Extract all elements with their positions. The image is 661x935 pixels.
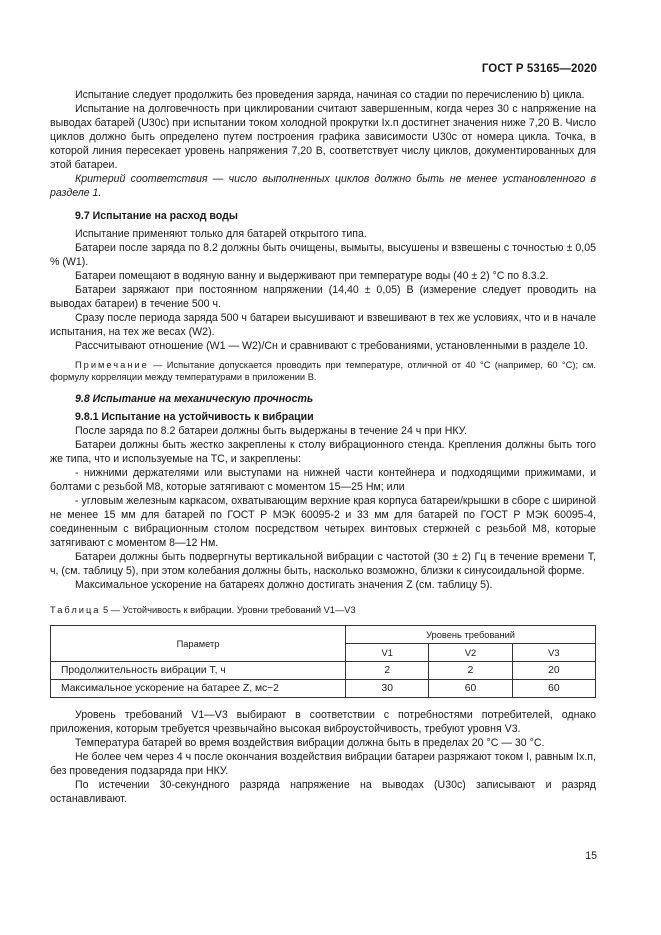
note-label: Примечание: [75, 360, 149, 370]
table-cell: 2: [346, 662, 429, 680]
table-row: [51, 662, 596, 680]
list-item: - нижними держателями или выступами на нижней части контейнера и подходящими прижимами, и болтами с резьбой М8, которые затягивают с моментом 15—25 Нм; или: [50, 467, 596, 493]
paragraph: Испытание применяют только для батарей открытого типа.: [75, 228, 367, 240]
table-row: [51, 680, 596, 698]
page-number: 15: [585, 850, 597, 862]
table-caption-text: 5 — Устойчивость к вибрации. Уровни требований V1—V3: [100, 605, 356, 615]
paragraph: Испытание на долговечность при циклировании считают завершенным, когда через 30 с напряжение на выводах батарей (U30с) при испытании током холодной прокрутки Iх.п достигнет значения ниже 7,20 В. Число циклов должно быть определено путем построения графика зависимости U30с от номера цикла. Точка, в которой линия пересекает уровень напряжения 7,20 В, соответствует числу циклов, документированных для этой батареи.: [50, 103, 596, 171]
paragraph: Максимальное ускорение на батареях должно достигать значения Z (см. таблицу 5).: [75, 579, 493, 591]
paragraph: Рассчитывают отношение (W1 — W2)/Cн и сравнивают с требованиями, установленными в разделе 10.: [75, 340, 588, 352]
table-cell: 60: [429, 680, 512, 698]
section-heading-9-8: 9.8 Испытание на механическую прочность: [75, 393, 314, 405]
paragraph: По истечении 30-секундного разряда напряжение на выводах (U30с) записывают и разряд останавливают.: [50, 779, 596, 805]
table-header-level: Уровень требований: [346, 626, 596, 644]
page-body: [50, 88, 596, 806]
paragraph: После заряда по 8.2 батареи должны быть выдержаны в течение 24 ч при НКУ.: [75, 425, 467, 437]
table-header-v1: V1: [346, 644, 429, 662]
vibration-table: [50, 625, 596, 698]
table-header-v3: V3: [512, 644, 595, 662]
list-item: - угловым железным каркасом, охватывающим верхние края корпуса батареи/крышки в сборе с шириной не менее 15 мм для батарей по ГОСТ Р МЭК 60095-2 и 33 мм для батарей по ГОСТ Р МЭК 60095-4, соединенным с вибрационным столом посредством четырех винтовых стержней с резьбой М8, которые затягивают с моментом 8—12 Нм.: [50, 495, 596, 549]
table-caption-label: Таблица: [50, 605, 101, 615]
table-cell: 20: [512, 662, 595, 680]
paragraph: Батареи помещают в водяную ванну и выдерживают при температуре воды (40 ± 2) °С по 8.3.2.: [75, 270, 549, 282]
table-cell-param: Максимальное ускорение на батарее Z, мс−2: [51, 680, 346, 698]
subsection-heading-9-8-1: 9.8.1 Испытание на устойчивость к вибрации: [75, 411, 314, 423]
paragraph: Батареи после заряда по 8.2 должны быть очищены, вымыты, высушены и взвешены с точностью ± 0,05 % (W1).: [50, 242, 596, 268]
table-header-v2: V2: [429, 644, 512, 662]
paragraph: Батареи должны быть жестко закреплены к столу вибрационного стенда. Крепления должны быть того же типа, что и используемые на ТС, и закреплены:: [50, 439, 596, 465]
section-heading-9-7: 9.7 Испытание на расход воды: [75, 210, 238, 222]
paragraph: Температура батарей во время воздействия вибрации должна быть в пределах 20 °С — 30 °С.: [75, 737, 545, 749]
paragraph: Не более чем через 4 ч после окончания воздействия вибрации батареи разряжают током I, равным Iх.п, без проведения подзаряда при НКУ.: [50, 751, 596, 777]
table-caption: [50, 603, 596, 617]
paragraph: Батареи заряжают при постоянном напряжении (14,40 ± 0,05) В (измерение следует проводить на выводах батареи) в течение 500 ч.: [50, 284, 596, 310]
paragraph: Испытание следует продолжить без проведения заряда, начиная со стадии по перечислению b) цикла.: [75, 89, 585, 101]
table-header-parameter: Параметр: [51, 626, 346, 662]
paragraph: Батареи должны быть подвергнуты вертикальной вибрации с частотой (30 ± 2) Гц в течение времени Т, ч, (см. таблицу 5), при этом колебания должны быть, насколько возможно, близки к синусоидальной форме.: [50, 551, 596, 577]
document-header: ГОСТ Р 53165—2020: [481, 63, 597, 75]
paragraph: Сразу после периода заряда 500 ч батареи высушивают и взвешивают в тех же условиях, что и в начале испытания, на тех же весах (W2).: [50, 312, 596, 338]
table-cell: 2: [429, 662, 512, 680]
conformity-criterion: Критерий соответствия — число выполненных циклов должно быть не менее установленного в разделе 1.: [50, 173, 596, 199]
table-cell: 30: [346, 680, 429, 698]
note: [50, 359, 596, 383]
table-cell-param: Продолжительность вибрации T, ч: [51, 662, 346, 680]
paragraph: Уровень требований V1—V3 выбирают в соответствии с потребностями потребителей, однако приложения, которым требуется чрезвычайно высокая виброустойчивость, требуют уровня V3.: [50, 709, 596, 735]
table-cell: 60: [512, 680, 595, 698]
note-text: — Испытание допускается проводить при температуре, отличной от 40 °С (например, 60 °С); см. формулу корреляции между температурами в приложении В.: [50, 360, 596, 382]
